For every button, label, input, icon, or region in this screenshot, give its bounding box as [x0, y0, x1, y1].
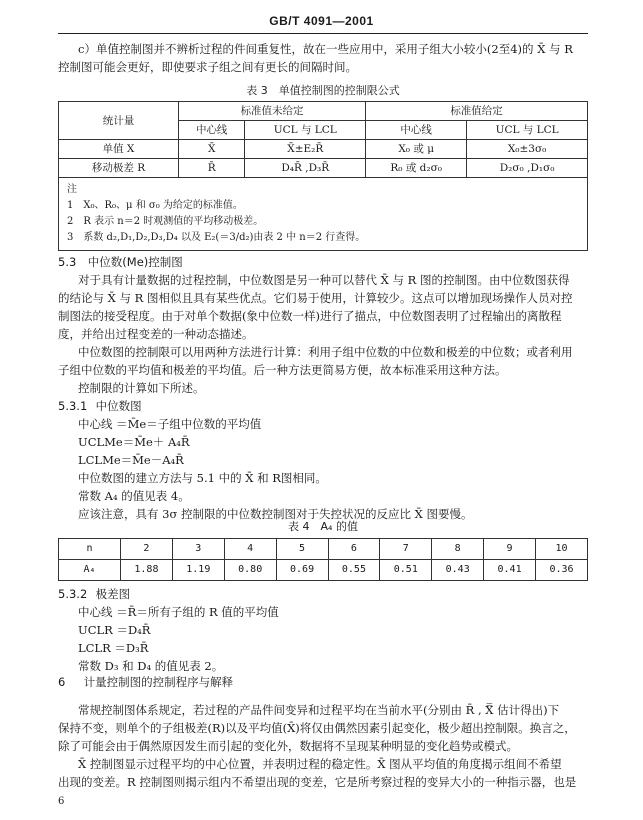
intro-line-1: c）单值控制图并不辨析过程的件间重复性，故在一些应用中，采用子组大小较小(2至4)的 X̄ 与 R	[78, 42, 573, 56]
t4-n-cell: 8	[432, 539, 484, 560]
t4-n-cell: 7	[380, 539, 432, 560]
section-5-3-1-heading: 5.3.1 中位数图	[58, 399, 142, 413]
t4-n-cell: 4	[224, 539, 276, 560]
t4-n-cell: 10	[536, 539, 588, 560]
table-row: 移动极差 R R̄ D₄R̄ ,D₃R̄ R₀ 或 d₂σ₀ D₂σ₀ ,D₁σ₀	[59, 159, 588, 178]
t4-a-cell: 0.43	[432, 560, 484, 581]
section-5-3-1: 5.3.1 中位数图 中心线 ＝M̄e＝子组中位数的平均值 UCLMe＝M̄e＋ A₄R̄ LCLMe＝M̄e－A₄R̄ 中位数图的建立方法与 5.1 中的 X̄ 和 R图相同。 常数 A₄ 的值见表 4。 应该注意，具有 3σ 控制限的中位数控制图对于失控状况的反应比 X̄ 图要慢。	[58, 397, 588, 523]
section-5-3-2: 5.3.2 极差图 中心线 ＝R̄＝所有子组的 R 值的平均值 UCLR ＝D₄R̄ LCLR ＝D₃R̄ 常数 D₃ 和 D₄ 的值见表 2。	[58, 585, 588, 675]
t4-n-cell: 3	[172, 539, 224, 560]
t3-sub-ucl-1: UCL 与 LCL	[245, 121, 366, 140]
formula-lcl-r: LCLR ＝D₃R̄	[78, 641, 149, 655]
t3-sub-center-1: 中心线	[179, 121, 245, 140]
t4-a-cell: 0.80	[224, 560, 276, 581]
section-5-3: 5.3 中位数(Me)控制图 对于具有计量数据的过程控制，中位数图是另一种可以替代 X̄ 与 R 图的控制图。由中位数图获得 的结论与 X̄ 与 R 图相似且具有某些优点。它们易于使用，计算较少。这点可以增加现场操作人员对控 制图法的接受程度。由于对单个数据(象中位数一样)进行了描点，中位数图表明了过程输出的离散程 度，并给出过程变差的一种动态描述。 中位数图的控制限可以用两种方法进行计算：利用子组中位数的中位数和极差的中位数；或者利用 子组中位数的平均值和极差的平均值。后一种方法更简易方便，故本标准采用这种方法。 控制限的计算如下所述。	[58, 253, 588, 397]
t3-notes-title: 注	[67, 184, 77, 195]
section-5-3-2-heading: 5.3.2 极差图	[58, 587, 131, 601]
formula-ucl-me: UCLMe＝M̄e＋ A₄R̄	[78, 435, 190, 449]
formula-center-r: 中心线 ＝R̄＝所有子组的 R 值的平均值	[78, 605, 279, 619]
table-row: A₄ 1.88 1.19 0.80 0.69 0.55 0.51 0.43 0.41 0.36	[59, 560, 588, 581]
t3-header-unknown: 标准值未给定	[179, 102, 366, 121]
t4-n-cell: 2	[121, 539, 173, 560]
t4-n-cell: 5	[276, 539, 328, 560]
formula-lcl-me: LCLMe＝M̄e－A₄R̄	[78, 453, 184, 467]
t3-note-2: 2 R 表示 n＝2 时观测值的平均移动极差。	[67, 216, 264, 227]
t4-a-cell: 1.88	[121, 560, 173, 581]
t4-n-cell: 9	[484, 539, 536, 560]
intro-paragraph	[58, 40, 588, 76]
page-header: GB/T 4091—2001	[269, 14, 374, 28]
t3-note-1: 1 X₀、R₀、μ 和 σ₀ 为给定的标准值。	[67, 200, 243, 211]
formula-center-me: 中心线 ＝M̄e＝子组中位数的平均值	[78, 417, 262, 431]
table-row: 单值 X X̄ X̄±E₂R̄ X₀ 或 μ X₀±3σ₀	[59, 140, 588, 159]
t4-n-cell: 6	[328, 539, 380, 560]
t4-a-cell: 1.19	[172, 560, 224, 581]
table-3-caption: 表 3 单值控制图的控制限公式	[246, 84, 400, 97]
t3-sub-center-2: 中心线	[366, 121, 467, 140]
section-6: 6 计量控制图的控制程序与解释 常规控制图体系规定，若过程的产品件间变异和过程平均在当前水平(分别由 R̄ , X̿ 估计得出)下 保持不变，则单个的子组极差(R)以及平均值(X̄)将仅由偶然因素引起变化，极少超出控制限。换言之， 除了可能会由于偶然原因发生而引起的变化外，数据将不呈现某种明显的变化趋势或模式。 X̄ 控制图显示过程平均的中心位置，并表明过程的稳定性。X̄ 图从平均值的角度揭示组间不希望 出现的变差。R 控制图则揭示组内不希望出现的变差，它是所考察过程的变异大小的一种指示器，也是	[58, 673, 588, 791]
table-3-notes	[59, 178, 588, 251]
t4-a-cell: 0.51	[380, 560, 432, 581]
t3-sub-ucl-2: UCL 与 LCL	[467, 121, 588, 140]
table-4	[58, 538, 588, 581]
section-5-3-heading: 5.3 中位数(Me)控制图	[58, 255, 183, 269]
page-number: 6	[58, 796, 65, 807]
table-row: n 2 3 4 5 6 7 8 9 10	[59, 539, 588, 560]
t4-a-cell: 0.69	[276, 560, 328, 581]
formula-ucl-r: UCLR ＝D₄R̄	[78, 623, 151, 637]
t4-a-cell: 0.41	[484, 560, 536, 581]
header-rule	[58, 33, 588, 34]
t4-a-cell: 0.55	[328, 560, 380, 581]
t3-header-stat: 统计量	[59, 102, 179, 140]
t3-header-known: 标准值给定	[366, 102, 588, 121]
table-3	[58, 101, 588, 251]
section-6-heading: 6 计量控制图的控制程序与解释	[58, 675, 234, 689]
table-4-caption: 表 4 A₄ 的值	[288, 520, 358, 533]
intro-line-2: 控制图可能会更好，即使要求子组之间有更长的间隔时间。	[58, 60, 357, 74]
t4-a-cell: 0.36	[536, 560, 588, 581]
t3-note-3: 3 系数 d₂,D₁,D₂,D₃,D₄ 以及 E₂(＝3/d₂)由表 2 中 n＝2 行查得。	[67, 232, 366, 243]
